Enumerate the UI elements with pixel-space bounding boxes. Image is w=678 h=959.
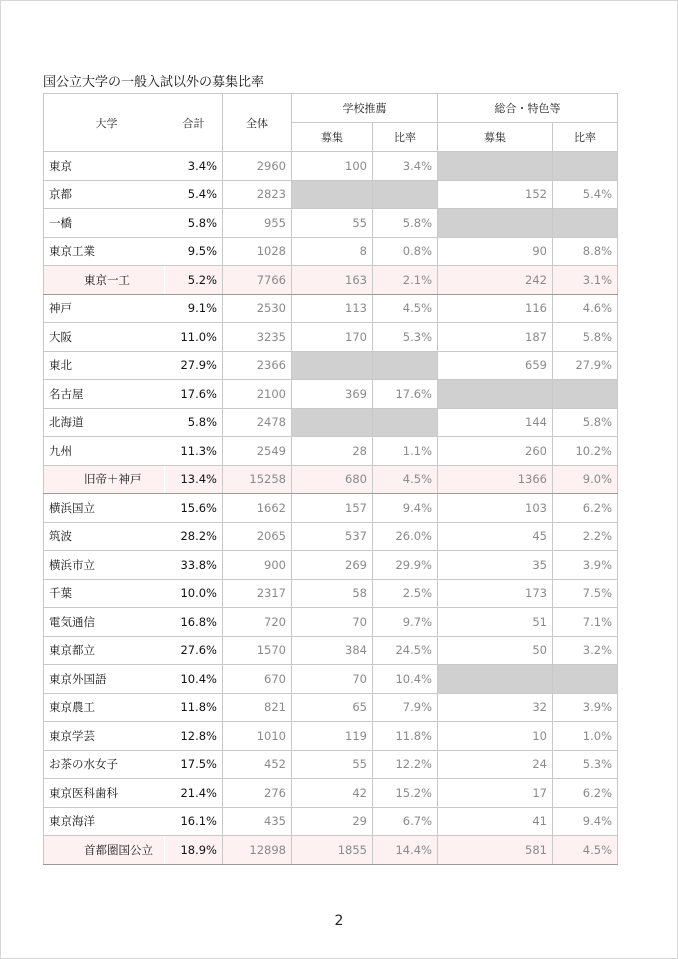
school-rec-recruit: 384 (292, 636, 373, 665)
total-ratio: 15.6% (165, 494, 223, 523)
school-rec-recruit: 157 (292, 494, 373, 523)
comprehensive-ratio: 5.3% (553, 750, 618, 779)
total-ratio: 11.0% (165, 323, 223, 352)
school-rec-ratio (373, 180, 438, 209)
total-ratio: 5.2% (165, 266, 223, 295)
total-ratio: 27.9% (165, 351, 223, 380)
total-ratio: 17.5% (165, 750, 223, 779)
school-rec-recruit: 65 (292, 693, 373, 722)
header-school-rec-recruit: 募集 (292, 123, 373, 152)
table-row (44, 722, 618, 751)
overall-count: 1570 (223, 636, 292, 665)
table-row (44, 494, 618, 523)
overall-count: 435 (223, 807, 292, 836)
university-name: 大阪 (44, 323, 165, 352)
university-name: 東京 (44, 152, 165, 181)
university-name: 東北 (44, 351, 165, 380)
comprehensive-recruit: 187 (438, 323, 553, 352)
table-row (44, 380, 618, 409)
comprehensive-recruit: 173 (438, 579, 553, 608)
comprehensive-recruit: 260 (438, 437, 553, 466)
table-row (44, 750, 618, 779)
overall-count: 7766 (223, 266, 292, 295)
header-comprehensive-recruit: 募集 (438, 123, 553, 152)
comprehensive-ratio: 6.2% (553, 494, 618, 523)
school-rec-ratio: 11.8% (373, 722, 438, 751)
comprehensive-ratio: 3.9% (553, 551, 618, 580)
school-rec-recruit: 113 (292, 294, 373, 323)
comprehensive-ratio: 7.5% (553, 579, 618, 608)
total-ratio: 11.3% (165, 437, 223, 466)
university-name: 東京一工 (44, 266, 165, 295)
comprehensive-recruit: 41 (438, 807, 553, 836)
table-row (44, 237, 618, 266)
university-name: 東京学芸 (44, 722, 165, 751)
comprehensive-recruit: 51 (438, 608, 553, 637)
university-name: お茶の水女子 (44, 750, 165, 779)
school-rec-ratio: 0.8% (373, 237, 438, 266)
page-title: 国公立大学の一般入試以外の募集比率 (43, 75, 265, 90)
comprehensive-recruit: 32 (438, 693, 553, 722)
overall-count: 3235 (223, 323, 292, 352)
school-rec-recruit: 42 (292, 779, 373, 808)
total-ratio: 10.4% (165, 665, 223, 694)
comprehensive-recruit: 581 (438, 836, 553, 865)
university-name: 九州 (44, 437, 165, 466)
comprehensive-recruit (438, 380, 553, 409)
comprehensive-recruit: 45 (438, 522, 553, 551)
school-rec-ratio: 3.4% (373, 152, 438, 181)
school-rec-recruit: 1855 (292, 836, 373, 865)
university-name: 電気通信 (44, 608, 165, 637)
school-rec-ratio: 9.7% (373, 608, 438, 637)
table-body (44, 152, 618, 865)
school-rec-recruit (292, 351, 373, 380)
table-row (44, 209, 618, 238)
overall-count: 276 (223, 779, 292, 808)
comprehensive-ratio: 5.8% (553, 323, 618, 352)
overall-count: 2366 (223, 351, 292, 380)
header-total-ratio: 合計 (165, 94, 223, 152)
overall-count: 1662 (223, 494, 292, 523)
school-rec-recruit: 163 (292, 266, 373, 295)
school-rec-ratio: 4.5% (373, 465, 438, 494)
university-name: 東京海洋 (44, 807, 165, 836)
school-rec-recruit: 680 (292, 465, 373, 494)
overall-count: 2478 (223, 408, 292, 437)
school-rec-ratio (373, 408, 438, 437)
total-ratio: 5.4% (165, 180, 223, 209)
total-ratio: 13.4% (165, 465, 223, 494)
school-rec-recruit: 29 (292, 807, 373, 836)
school-rec-recruit: 8 (292, 237, 373, 266)
university-name: 東京外国語 (44, 665, 165, 694)
school-rec-ratio: 7.9% (373, 693, 438, 722)
school-rec-recruit (292, 408, 373, 437)
header-university: 大学 (44, 94, 165, 152)
total-ratio: 27.6% (165, 636, 223, 665)
overall-count: 900 (223, 551, 292, 580)
table-row (44, 693, 618, 722)
university-name: 東京都立 (44, 636, 165, 665)
comprehensive-ratio (553, 380, 618, 409)
overall-count: 2549 (223, 437, 292, 466)
table-row (44, 665, 618, 694)
total-ratio: 17.6% (165, 380, 223, 409)
comprehensive-recruit: 144 (438, 408, 553, 437)
table-row (44, 152, 618, 181)
comprehensive-ratio: 3.1% (553, 266, 618, 295)
comprehensive-recruit: 24 (438, 750, 553, 779)
overall-count: 2317 (223, 579, 292, 608)
school-rec-ratio: 6.7% (373, 807, 438, 836)
school-rec-ratio: 29.9% (373, 551, 438, 580)
table-row (44, 636, 618, 665)
total-ratio: 9.1% (165, 294, 223, 323)
header-school-rec-ratio: 比率 (373, 123, 438, 152)
comprehensive-recruit (438, 152, 553, 181)
overall-count: 955 (223, 209, 292, 238)
total-ratio: 5.8% (165, 209, 223, 238)
school-rec-recruit: 70 (292, 608, 373, 637)
school-rec-ratio: 26.0% (373, 522, 438, 551)
page-number: 2 (334, 913, 344, 929)
comprehensive-ratio: 10.2% (553, 437, 618, 466)
total-ratio: 9.5% (165, 237, 223, 266)
school-rec-recruit: 28 (292, 437, 373, 466)
school-rec-ratio: 24.5% (373, 636, 438, 665)
comprehensive-ratio (553, 152, 618, 181)
comprehensive-ratio: 5.8% (553, 408, 618, 437)
table-row (44, 608, 618, 637)
overall-count: 2100 (223, 380, 292, 409)
school-rec-recruit: 269 (292, 551, 373, 580)
comprehensive-recruit: 242 (438, 266, 553, 295)
comprehensive-ratio: 5.4% (553, 180, 618, 209)
comprehensive-recruit: 17 (438, 779, 553, 808)
recruitment-ratio-table (43, 93, 618, 865)
school-rec-ratio: 5.3% (373, 323, 438, 352)
header-overall: 全体 (223, 94, 292, 152)
table-row (44, 779, 618, 808)
school-rec-recruit: 70 (292, 665, 373, 694)
comprehensive-recruit (438, 209, 553, 238)
total-ratio: 3.4% (165, 152, 223, 181)
comprehensive-recruit: 90 (438, 237, 553, 266)
school-rec-ratio: 2.1% (373, 266, 438, 295)
comprehensive-ratio: 4.5% (553, 836, 618, 865)
comprehensive-ratio: 9.4% (553, 807, 618, 836)
university-name: 一橋 (44, 209, 165, 238)
university-name: 神戸 (44, 294, 165, 323)
total-ratio: 16.8% (165, 608, 223, 637)
subtotal-row (44, 266, 618, 295)
school-rec-recruit (292, 180, 373, 209)
comprehensive-recruit: 35 (438, 551, 553, 580)
school-rec-ratio: 4.5% (373, 294, 438, 323)
table-row (44, 437, 618, 466)
total-ratio: 16.1% (165, 807, 223, 836)
table-row (44, 180, 618, 209)
university-name: 首都圏国公立 (44, 836, 165, 865)
university-name: 旧帝＋神戸 (44, 465, 165, 494)
university-name: 筑波 (44, 522, 165, 551)
school-rec-ratio (373, 351, 438, 380)
university-name: 名古屋 (44, 380, 165, 409)
university-name: 京都 (44, 180, 165, 209)
overall-count: 720 (223, 608, 292, 637)
table-row (44, 294, 618, 323)
overall-count: 2823 (223, 180, 292, 209)
school-rec-ratio: 1.1% (373, 437, 438, 466)
table-row (44, 807, 618, 836)
comprehensive-ratio (553, 665, 618, 694)
comprehensive-recruit: 659 (438, 351, 553, 380)
school-rec-ratio: 10.4% (373, 665, 438, 694)
school-rec-recruit: 100 (292, 152, 373, 181)
comprehensive-recruit: 10 (438, 722, 553, 751)
comprehensive-ratio: 2.2% (553, 522, 618, 551)
comprehensive-recruit (438, 665, 553, 694)
school-rec-ratio: 2.5% (373, 579, 438, 608)
school-rec-recruit: 369 (292, 380, 373, 409)
school-rec-ratio: 5.8% (373, 209, 438, 238)
table-row (44, 579, 618, 608)
university-name: 東京農工 (44, 693, 165, 722)
comprehensive-recruit: 152 (438, 180, 553, 209)
overall-count: 2960 (223, 152, 292, 181)
school-rec-recruit: 58 (292, 579, 373, 608)
overall-count: 2530 (223, 294, 292, 323)
comprehensive-ratio: 9.0% (553, 465, 618, 494)
comprehensive-recruit: 1366 (438, 465, 553, 494)
header-comprehensive-ratio: 比率 (553, 123, 618, 152)
comprehensive-ratio: 3.2% (553, 636, 618, 665)
school-rec-recruit: 55 (292, 750, 373, 779)
school-rec-ratio: 12.2% (373, 750, 438, 779)
overall-count: 821 (223, 693, 292, 722)
table-row (44, 323, 618, 352)
table-row (44, 551, 618, 580)
comprehensive-ratio (553, 209, 618, 238)
total-ratio: 5.8% (165, 408, 223, 437)
overall-count: 12898 (223, 836, 292, 865)
comprehensive-ratio: 3.9% (553, 693, 618, 722)
overall-count: 1028 (223, 237, 292, 266)
table-row (44, 408, 618, 437)
total-ratio: 11.8% (165, 693, 223, 722)
subtotal-row (44, 836, 618, 865)
university-name: 東京医科歯科 (44, 779, 165, 808)
header-school-recommendation: 学校推薦 (292, 94, 438, 123)
school-rec-recruit: 170 (292, 323, 373, 352)
table-row (44, 351, 618, 380)
total-ratio: 18.9% (165, 836, 223, 865)
total-ratio: 33.8% (165, 551, 223, 580)
total-ratio: 10.0% (165, 579, 223, 608)
school-rec-recruit: 55 (292, 209, 373, 238)
overall-count: 670 (223, 665, 292, 694)
overall-count: 15258 (223, 465, 292, 494)
university-name: 横浜国立 (44, 494, 165, 523)
university-name: 東京工業 (44, 237, 165, 266)
table-row (44, 522, 618, 551)
subtotal-row (44, 465, 618, 494)
overall-count: 2065 (223, 522, 292, 551)
comprehensive-ratio: 27.9% (553, 351, 618, 380)
comprehensive-ratio: 4.6% (553, 294, 618, 323)
overall-count: 452 (223, 750, 292, 779)
header-comprehensive: 総合・特色等 (438, 94, 618, 123)
school-rec-recruit: 537 (292, 522, 373, 551)
university-name: 北海道 (44, 408, 165, 437)
total-ratio: 21.4% (165, 779, 223, 808)
school-rec-recruit: 119 (292, 722, 373, 751)
comprehensive-ratio: 8.8% (553, 237, 618, 266)
total-ratio: 12.8% (165, 722, 223, 751)
comprehensive-recruit: 103 (438, 494, 553, 523)
comprehensive-recruit: 50 (438, 636, 553, 665)
school-rec-ratio: 9.4% (373, 494, 438, 523)
total-ratio: 28.2% (165, 522, 223, 551)
school-rec-ratio: 15.2% (373, 779, 438, 808)
comprehensive-ratio: 7.1% (553, 608, 618, 637)
school-rec-ratio: 17.6% (373, 380, 438, 409)
university-name: 千葉 (44, 579, 165, 608)
overall-count: 1010 (223, 722, 292, 751)
comprehensive-recruit: 116 (438, 294, 553, 323)
university-name: 横浜市立 (44, 551, 165, 580)
school-rec-ratio: 14.4% (373, 836, 438, 865)
comprehensive-ratio: 1.0% (553, 722, 618, 751)
comprehensive-ratio: 6.2% (553, 779, 618, 808)
